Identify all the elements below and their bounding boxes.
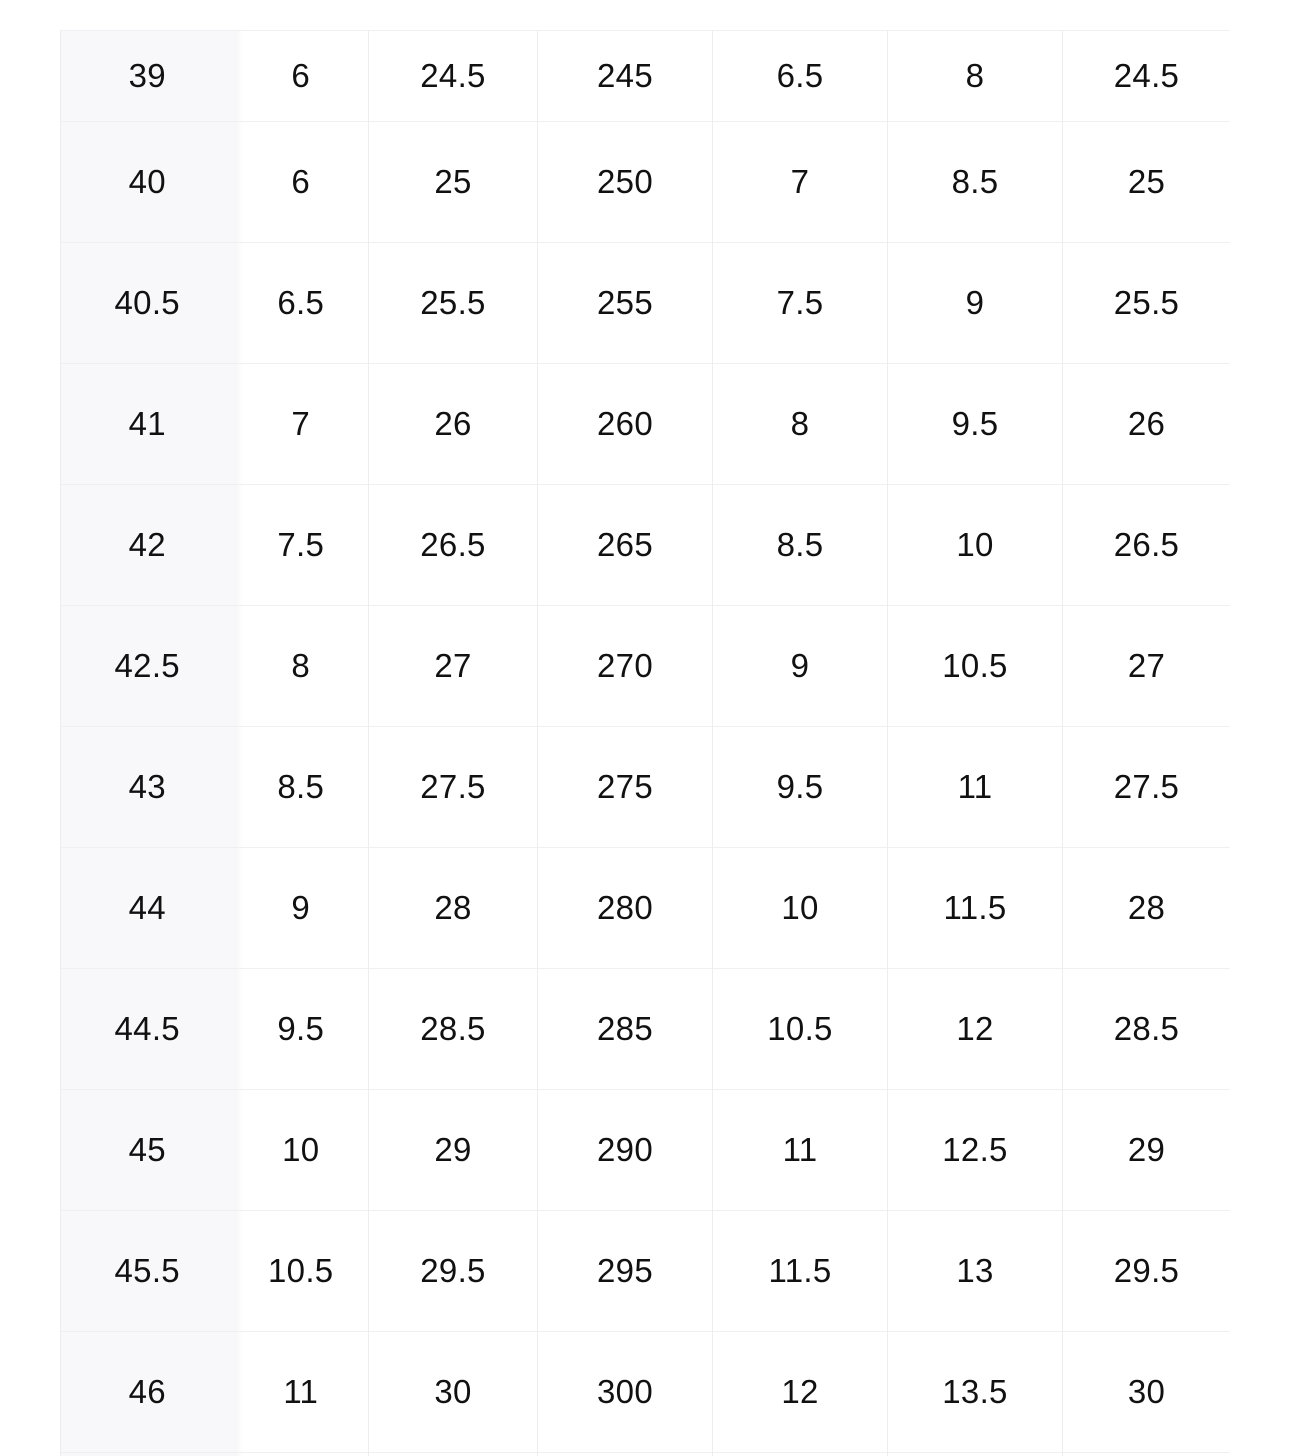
size-chart-table [60,30,1230,1456]
table-cell: 24.5 [1063,31,1231,122]
table-row [61,848,1231,969]
eu-size-cell: 39 [61,31,234,122]
table-row [61,122,1231,243]
table-cell: 275 [538,727,713,848]
table-row [61,243,1231,364]
eu-size-cell: 41 [61,364,234,485]
table-cell: 270 [538,606,713,727]
table-cell: 9 [888,243,1063,364]
table-row [61,606,1231,727]
table-cell: 7 [234,364,369,485]
table-cell: 13.5 [888,1332,1063,1453]
table-cell: 11 [234,1332,369,1453]
table-cell: 12 [888,969,1063,1090]
table-cell: 27 [1063,606,1231,727]
table-row-partial [61,1453,1231,1456]
table-cell-empty [538,1453,713,1456]
table-cell: 27.5 [369,727,538,848]
table-cell: 6 [234,122,369,243]
table-cell: 8 [713,364,888,485]
table-cell: 28 [369,848,538,969]
table-cell: 30 [1063,1332,1231,1453]
table-cell: 280 [538,848,713,969]
size-chart-table-container [60,0,1230,1456]
table-cell-empty [1063,1453,1231,1456]
table-cell: 285 [538,969,713,1090]
table-row [61,1090,1231,1211]
table-cell: 10 [713,848,888,969]
table-cell: 28 [1063,848,1231,969]
table-cell: 7.5 [713,243,888,364]
table-cell: 300 [538,1332,713,1453]
size-chart-body [61,31,1231,1456]
table-row [61,364,1231,485]
table-cell: 6.5 [713,31,888,122]
table-cell: 25.5 [1063,243,1231,364]
table-cell: 6.5 [234,243,369,364]
table-cell: 8.5 [713,485,888,606]
eu-size-cell: 46 [61,1332,234,1453]
eu-size-cell: 40 [61,122,234,243]
eu-size-cell: 42 [61,485,234,606]
table-row [61,969,1231,1090]
table-row [61,727,1231,848]
table-cell: 9 [234,848,369,969]
table-cell: 29.5 [369,1211,538,1332]
table-cell: 28.5 [1063,969,1231,1090]
table-cell: 250 [538,122,713,243]
table-cell: 9.5 [234,969,369,1090]
table-cell: 7.5 [234,485,369,606]
table-cell: 27 [369,606,538,727]
table-cell: 26.5 [1063,485,1231,606]
table-cell: 11 [888,727,1063,848]
table-cell: 255 [538,243,713,364]
table-cell: 10.5 [888,606,1063,727]
table-cell: 9.5 [888,364,1063,485]
table-cell: 11 [713,1090,888,1211]
table-cell: 13 [888,1211,1063,1332]
table-cell: 26 [369,364,538,485]
table-cell: 24.5 [369,31,538,122]
eu-size-cell: 44 [61,848,234,969]
table-cell-empty [713,1453,888,1456]
table-cell: 28.5 [369,969,538,1090]
eu-size-cell: 40.5 [61,243,234,364]
table-cell: 11.5 [888,848,1063,969]
table-row [61,1332,1231,1453]
table-cell: 260 [538,364,713,485]
table-row [61,31,1231,122]
eu-size-cell: 45 [61,1090,234,1211]
eu-size-cell: 44.5 [61,969,234,1090]
table-cell: 265 [538,485,713,606]
table-cell: 10 [234,1090,369,1211]
table-cell: 8 [888,31,1063,122]
table-cell: 10.5 [713,969,888,1090]
table-cell: 26.5 [369,485,538,606]
table-cell: 8.5 [888,122,1063,243]
table-cell: 8 [234,606,369,727]
table-cell: 29 [1063,1090,1231,1211]
table-cell: 12.5 [888,1090,1063,1211]
table-cell: 10 [888,485,1063,606]
eu-size-cell: 43 [61,727,234,848]
table-cell-empty [234,1453,369,1456]
eu-size-cell: 42.5 [61,606,234,727]
table-cell: 25.5 [369,243,538,364]
table-cell: 295 [538,1211,713,1332]
table-cell: 25 [1063,122,1231,243]
table-row [61,1211,1231,1332]
table-cell: 29 [369,1090,538,1211]
table-cell: 9.5 [713,727,888,848]
table-top-edge [60,0,1230,30]
table-cell: 25 [369,122,538,243]
table-cell: 29.5 [1063,1211,1231,1332]
table-cell: 10.5 [234,1211,369,1332]
table-cell: 12 [713,1332,888,1453]
table-cell: 6 [234,31,369,122]
table-cell-empty [369,1453,538,1456]
table-cell-empty [888,1453,1063,1456]
table-cell: 8.5 [234,727,369,848]
table-cell: 26 [1063,364,1231,485]
eu-size-cell: 45.5 [61,1211,234,1332]
table-cell-empty [61,1453,234,1456]
table-cell: 30 [369,1332,538,1453]
table-cell: 290 [538,1090,713,1211]
table-cell: 27.5 [1063,727,1231,848]
table-cell: 9 [713,606,888,727]
table-row [61,485,1231,606]
table-cell: 11.5 [713,1211,888,1332]
table-cell: 7 [713,122,888,243]
table-cell: 245 [538,31,713,122]
